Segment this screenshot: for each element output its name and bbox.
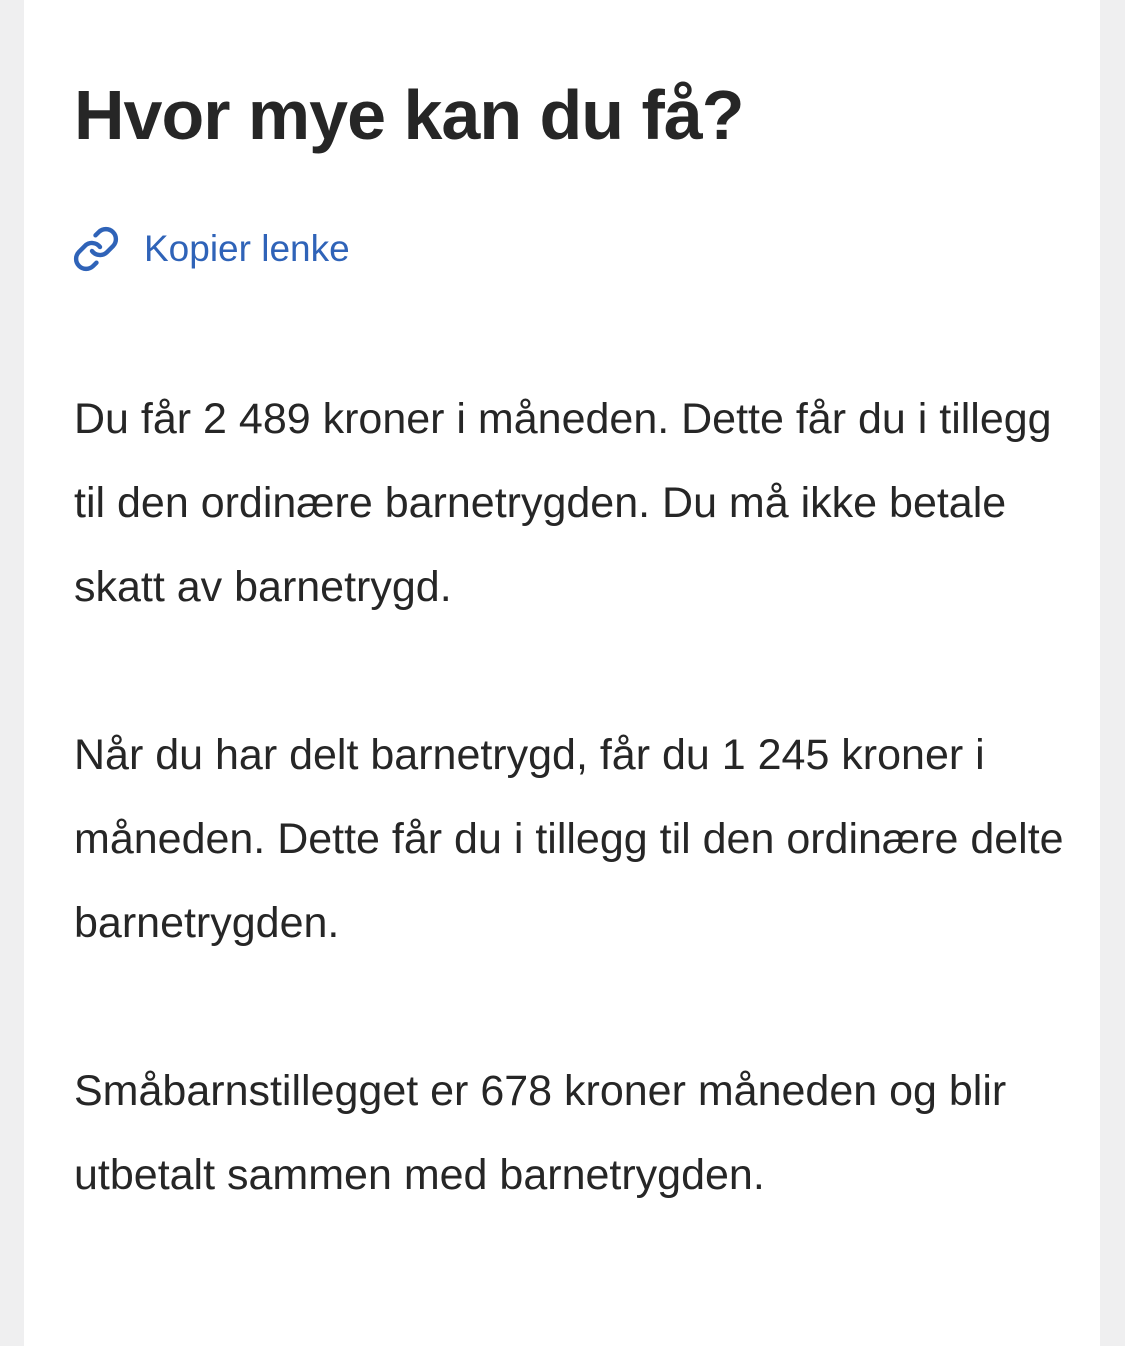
content-card [24,0,1100,1346]
paragraph-toddler-supplement: Småbarnstillegget er 678 kroner måneden og blir utbetalt sammen med barnetrygden. [74,1067,1007,1199]
copy-link-label: Kopier lenke [144,228,350,269]
copy-link-button[interactable] [72,224,350,274]
paragraph-shared: Når du har delt barnetrygd, får du 1 245 kroner i måneden. Dette får du i tillegg til den ordinære delte barnetrygden. [74,731,1064,947]
paragraph-amount: Du får 2 489 kroner i måneden. Dette får du i tillegg til den ordinære barnetrygden. Du må ikke betale skatt av barnetrygd. [74,395,1052,611]
link-icon [72,225,120,273]
page-title: Hvor mye kan du få? [74,76,744,154]
